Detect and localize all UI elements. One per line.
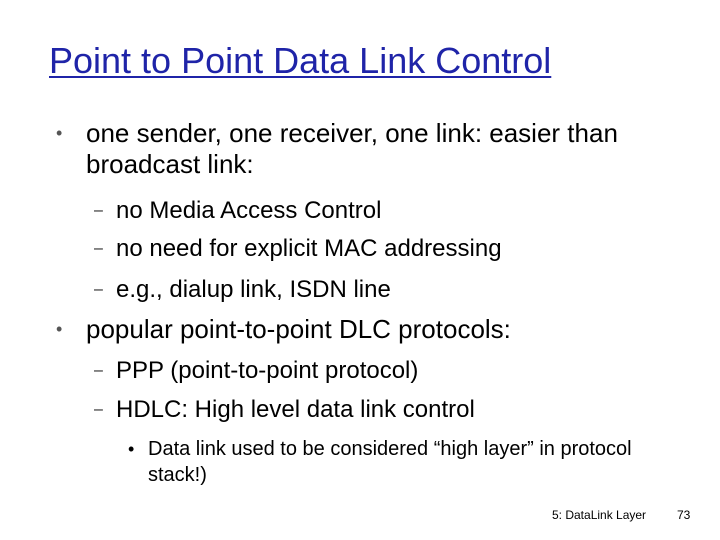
note-text: Data link used to be considered “high layer” in protocol stack!) — [148, 438, 632, 486]
note-item — [128, 436, 668, 488]
dash-icon: – — [94, 202, 103, 219]
dash-icon: – — [94, 401, 103, 418]
bullet-icon: • — [128, 439, 135, 459]
dash-icon: – — [94, 240, 103, 257]
page-number: 73 — [677, 508, 691, 522]
sub-bullet-item — [94, 396, 475, 424]
sub-bullet-text: PPP (point-to-point protocol) — [116, 357, 419, 384]
bullet-text: popular point-to-point DLC protocols: — [86, 314, 511, 344]
dash-icon: – — [94, 362, 103, 379]
bullet-text: one sender, one receiver, one link: easier than broadcast link: — [86, 118, 618, 179]
sub-bullet-item — [94, 235, 502, 263]
bullet-icon: • — [56, 123, 63, 143]
sub-bullet-text: no Media Access Control — [116, 197, 382, 224]
bullet-item — [56, 314, 686, 345]
sub-bullet-text: no need for explicit MAC addressing — [116, 235, 502, 262]
sub-bullet-item — [94, 357, 419, 385]
sub-bullet-item — [94, 197, 382, 225]
dash-icon: – — [94, 281, 103, 298]
bullet-item — [56, 118, 686, 180]
footer-chapter: 5: DataLink Layer — [552, 508, 647, 522]
slide-title: Point to Point Data Link Control — [49, 40, 552, 81]
bullet-icon: • — [56, 319, 63, 339]
sub-bullet-text: HDLC: High level data link control — [116, 396, 475, 423]
sub-bullet-text: e.g., dialup link, ISDN line — [116, 276, 391, 303]
sub-bullet-item — [94, 276, 391, 304]
